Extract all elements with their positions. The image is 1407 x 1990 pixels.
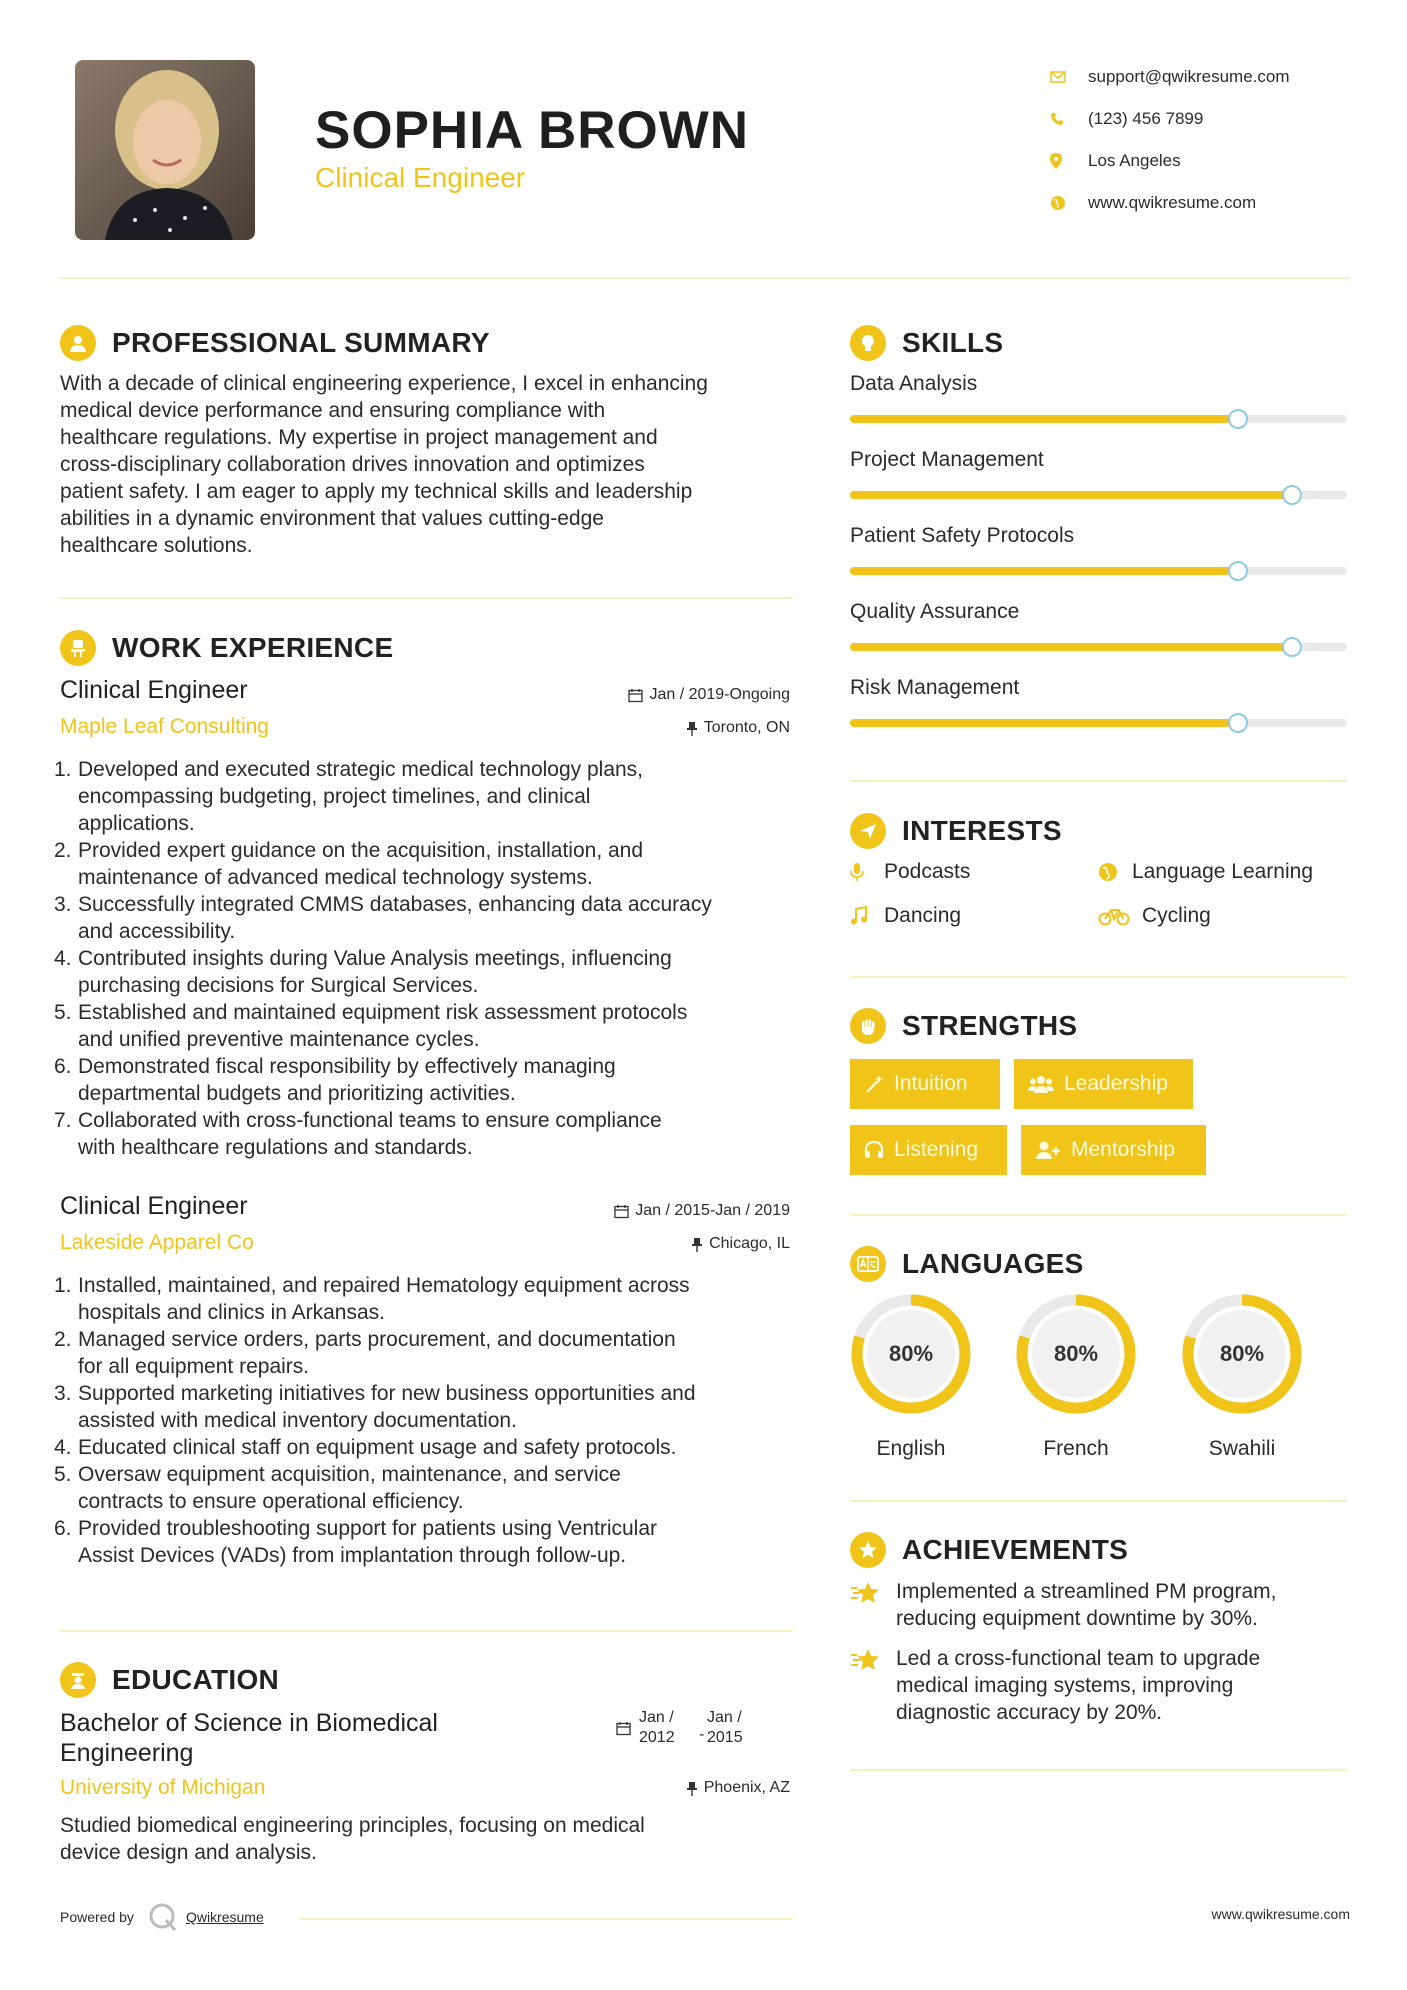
envelope-icon [1050,71,1088,83]
interest-item [850,904,961,928]
list-item-line: Demonstrated fiscal responsibility by effectively managing [78,1055,616,1078]
list-item-line: Provided expert guidance on the acquisition, installation, and [78,839,644,862]
skill-bar-fill [850,643,1292,651]
list-item-line: Successfully integrated CMMS databases, enhancing data accuracy [78,893,712,916]
section-divider [60,1630,793,1632]
list-item-line: purchasing decisions for Surgical Services. [78,974,479,997]
job-location-text: Chicago, IL [709,1235,790,1252]
summary-line: cross-disciplinary collaboration drives innovation and optimizes [60,453,645,476]
list-number: 7. [54,1109,72,1132]
list-item-line: contracts to ensure operational efficiency. [78,1490,464,1513]
interest-label: Language Learning [1132,860,1314,883]
contact-website-text: www.qwikresume.com [1088,193,1257,212]
profile-photo [75,60,255,240]
skill-bar-knob [1228,561,1248,581]
section-divider [850,976,1347,978]
list-item-line: Educated clinical staff on equipment usage and safety protocols. [78,1436,677,1459]
list-item [54,756,800,837]
contact-email[interactable] [1050,56,1380,98]
degree-line: Engineering [60,1739,194,1767]
list-number: 2. [54,839,72,862]
list-number: 4. [54,1436,72,1459]
footer-website[interactable]: www.qwikresume.com [1211,1906,1350,1922]
interest-label: Podcasts [884,860,971,883]
list-number: 4. [54,947,72,970]
education-location [686,1779,790,1797]
list-item-line: encompassing budgeting, project timelines, and clinical [78,785,591,808]
summary-line: medical device performance and ensuring compliance with [60,399,606,422]
pushpin-icon [691,1237,703,1252]
list-item [54,999,800,1053]
summary-line: healthcare solutions. [60,534,253,557]
skill-bar-track [850,719,1347,727]
language-percent: 80% [1219,1341,1265,1366]
interest-label: Dancing [884,904,962,927]
list-item-line: Collaborated with cross-functional teams to ensure compliance [78,1109,662,1132]
achievement-line: Led a cross-functional team to upgrade [896,1647,1261,1670]
degree-title [60,1708,438,1768]
list-item [54,837,800,891]
summary-heading [60,323,490,363]
achievement-item [850,1645,1347,1726]
list-number: 5. [54,1001,72,1024]
summary-line: abilities in a dynamic environment that values cutting-edge [60,507,604,530]
school-name: University of Michigan [60,1776,266,1799]
summary-line: With a decade of clinical engineering experience, I excel in enhancing [60,372,708,395]
users-icon [1028,1074,1054,1094]
list-item-line: Established and maintained equipment risk assessment protocols [78,1001,688,1024]
contact-location [1050,140,1380,182]
summary-line: patient safety. I am eager to apply my technical skills and leadership [60,480,693,503]
skill-bar-fill [850,719,1238,727]
globe-icon [1050,195,1088,211]
star-icon [850,1578,896,1632]
calendar-icon [616,1721,631,1736]
list-item-line: Provided troubleshooting support for patients using Ventricular [78,1517,658,1540]
contact-email-text: support@qwikresume.com [1088,67,1290,86]
pushpin-icon [686,1781,698,1796]
list-number: 3. [54,1382,72,1405]
list-item-line: Assist Devices (VADs) from implantation through follow-up. [78,1544,627,1567]
translate-icon [850,1246,886,1282]
skill-label: Data Analysis [850,372,978,395]
skill-bar-track [850,643,1347,651]
achievement-line: Implemented a streamlined PM program, [896,1580,1277,1603]
skill-label: Project Management [850,448,1044,471]
list-item-line: applications. [78,812,195,835]
skill-bar-knob [1228,713,1248,733]
skill-bar-track [850,491,1347,499]
achievement-text [896,1578,1277,1632]
contact-phone[interactable] [1050,98,1380,140]
hand-icon [850,1008,886,1044]
job-date-text: Jan / 2019-Ongoing [649,686,790,703]
list-item [54,1272,800,1326]
education-date-start [639,1708,699,1748]
list-item-line: with healthcare regulations and standards. [78,1136,473,1159]
summary-heading-text: PROFESSIONAL SUMMARY [112,327,490,358]
strength-tag [1021,1125,1206,1175]
lightbulb-icon [850,325,886,361]
education-date-end [707,1708,752,1748]
music-note-icon [850,906,884,926]
strength-label: Intuition [894,1072,968,1095]
work-heading-text: WORK EXPERIENCE [112,632,394,663]
languages-heading-text: LANGUAGES [902,1248,1084,1279]
job-date [628,686,790,704]
achievement-line: reducing equipment downtime by 30%. [896,1607,1258,1630]
star-icon [850,1645,896,1726]
list-number: 5. [54,1463,72,1486]
pushpin-icon [686,721,698,736]
achievement-line: medical imaging systems, improving [896,1674,1234,1697]
job-title: Clinical Engineer [60,676,248,704]
contact-website[interactable] [1050,182,1380,224]
education-heading [60,1660,279,1700]
bicycle-icon [1098,906,1142,926]
candidate-name: SOPHIA BROWN [315,101,750,160]
list-item-line: hospitals and clinics in Arkansas. [78,1301,385,1324]
footer-branding [60,1902,264,1932]
achievements-heading [850,1530,1128,1570]
job-date-text: Jan / 2015-Jan / 2019 [635,1202,790,1219]
candidate-title: Clinical Engineer [315,162,526,193]
interest-label: Cycling [1142,904,1211,927]
skill-bar-knob [1282,485,1302,505]
list-item [54,1380,800,1434]
skills-heading [850,323,1003,363]
education-desc-line: Studied biomedical engineering principles, focusing on medical [60,1814,645,1837]
strength-tag [850,1059,1000,1109]
list-item-line: Supported marketing initiatives for new business opportunities and [78,1382,696,1405]
calendar-icon [614,1204,629,1219]
achievements-heading-text: ACHIEVEMENTS [902,1534,1129,1565]
graduate-icon [60,1662,96,1698]
list-item [54,1326,800,1380]
phone-icon [1050,112,1088,126]
education-location-text: Phoenix, AZ [703,1779,790,1796]
skills-heading-text: SKILLS [902,327,1004,358]
skill-bar-knob [1228,409,1248,429]
achievement-item [850,1578,1347,1632]
section-divider [60,597,793,599]
skill-bar-track [850,415,1347,423]
headphones-icon [864,1140,884,1160]
magic-wand-icon [864,1074,884,1094]
skill-bar-fill [850,567,1238,575]
interests-heading-text: INTERESTS [902,815,1062,846]
contact-location-text: Los Angeles [1088,151,1181,170]
list-number: 6. [54,1517,72,1540]
list-item-line: departmental budgets and prioritizing activities. [78,1082,516,1105]
powered-by-label: Powered by [60,1909,134,1925]
list-item-line: Managed service orders, parts procurement, and documentation [78,1328,676,1351]
header-divider [60,277,1350,279]
languages-heading [850,1244,1084,1284]
summary-text [60,370,800,559]
list-item [54,1515,800,1569]
strengths-heading [850,1006,1077,1046]
skill-label: Quality Assurance [850,600,1020,623]
list-item-line: assisted with medical inventory documentation. [78,1409,517,1432]
interest-item [1098,860,1313,884]
job-location [686,719,790,737]
list-number: 1. [54,1274,72,1297]
education-desc-line: device design and analysis. [60,1841,317,1864]
skill-label: Patient Safety Protocols [850,524,1075,547]
list-number: 2. [54,1328,72,1351]
language-name: Swahili [1208,1437,1276,1460]
job-company: Maple Leaf Consulting [60,715,269,738]
skill-bar-fill [850,491,1292,499]
education-date [616,1708,752,1748]
list-number: 6. [54,1055,72,1078]
paper-plane-icon [850,813,886,849]
achievement-text [896,1645,1260,1726]
skill-bar-fill [850,415,1238,423]
microphone-icon [850,862,884,882]
section-divider [850,1500,1347,1502]
work-heading [60,628,393,668]
summary-line: healthcare regulations. My expertise in project management and [60,426,658,449]
star-badge-icon [850,1532,886,1568]
list-item [54,1107,800,1161]
map-pin-icon [1050,153,1088,169]
chair-icon [60,630,96,666]
section-divider [850,780,1347,782]
list-item-line: Developed and executed strategic medical technology plans, [78,758,644,781]
qwikresume-logo-icon [148,1902,178,1932]
language-percent: 80% [1053,1341,1099,1366]
section-divider [850,1214,1347,1216]
section-divider [850,1769,1347,1771]
degree-line: Bachelor of Science in Biomedical [60,1709,438,1737]
contact-list [1050,56,1380,224]
interest-item [850,860,970,884]
list-item [54,1434,800,1461]
date-part: Jan / [639,1709,674,1726]
list-number: 1. [54,758,72,781]
footer-divider [300,1918,793,1920]
strength-label: Mentorship [1071,1138,1175,1161]
contact-phone-text: (123) 456 7899 [1088,109,1204,128]
date-part: 2012 [639,1729,675,1746]
list-item [54,945,800,999]
achievement-line: diagnostic accuracy by 20%. [896,1701,1163,1724]
job-location [691,1235,790,1253]
language-name: English [876,1437,946,1460]
user-plus-icon [1035,1140,1061,1160]
skill-bar-knob [1282,637,1302,657]
list-item-line: and unified preventive maintenance cycles. [78,1028,480,1051]
job-duties-list [54,1272,800,1569]
strength-label: Leadership [1064,1072,1168,1095]
list-item-line: Contributed insights during Value Analysis meetings, influencing [78,947,672,970]
list-item-line: Oversaw equipment acquisition, maintenance, and service [78,1463,621,1486]
list-item [54,1053,800,1107]
date-part: Jan / [707,1709,742,1726]
strength-tag [850,1125,1007,1175]
list-item-line: and accessibility. [78,920,236,943]
language-name: French [1043,1437,1109,1460]
language-item [846,1289,976,1461]
education-heading-text: EDUCATION [112,1664,280,1695]
date-separator: - [699,1726,705,1743]
list-item-line: for all equipment repairs. [78,1355,310,1378]
list-item-line: Installed, maintained, and repaired Hematology equipment across [78,1274,690,1297]
list-number: 3. [54,893,72,916]
date-part: 2015 [707,1729,743,1746]
list-item-line: maintenance of advanced medical technology systems. [78,866,593,889]
qwikresume-link[interactable]: Qwikresume [185,1909,264,1925]
list-item [54,891,800,945]
strength-tag [1014,1059,1193,1109]
strength-label: Listening [894,1138,979,1161]
job-company: Lakeside Apparel Co [60,1231,254,1254]
interest-item [1098,904,1211,928]
job-title: Clinical Engineer [60,1192,248,1220]
interests-heading [850,811,1062,851]
education-description [60,1812,800,1866]
list-item [54,1461,800,1515]
calendar-icon [628,688,643,703]
job-location-text: Toronto, ON [703,719,790,736]
skill-bar-track [850,567,1347,575]
skill-label: Risk Management [850,676,1020,699]
globe-icon [1098,862,1132,882]
job-date [614,1202,790,1220]
strengths-heading-text: STRENGTHS [902,1010,1078,1041]
language-item [1011,1289,1141,1461]
user-icon [60,325,96,361]
job-duties-list [54,756,800,1161]
language-percent: 80% [888,1341,934,1366]
language-item [1177,1289,1307,1461]
